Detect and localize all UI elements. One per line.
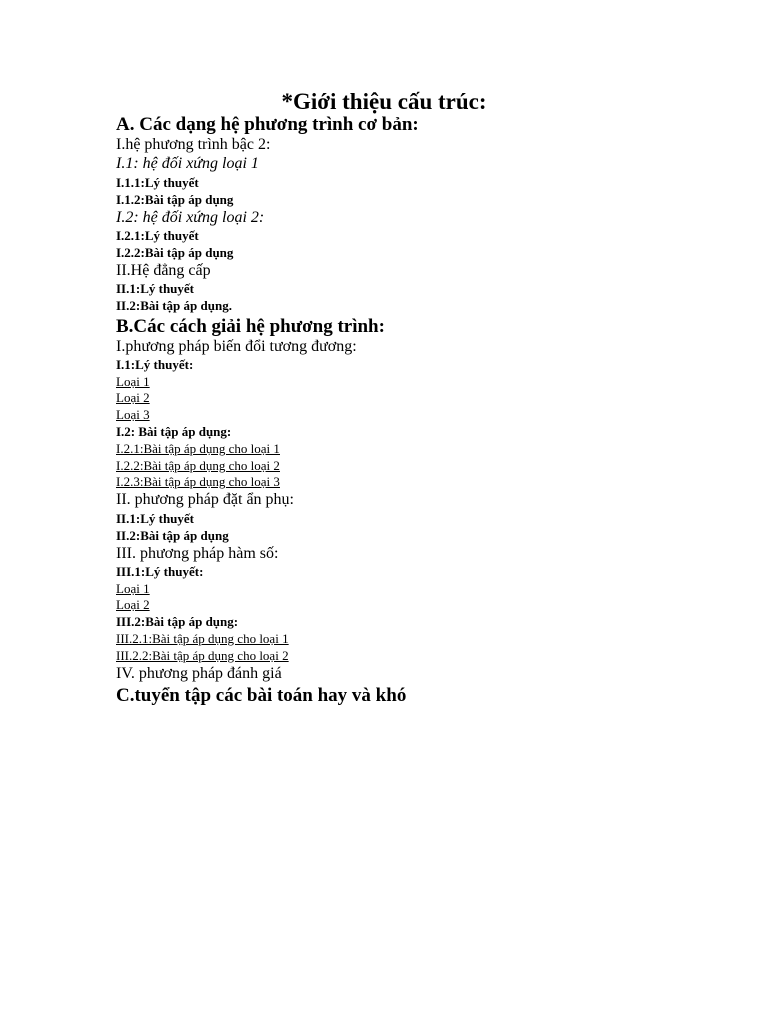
outline-heading: IV. phương pháp đánh giá xyxy=(116,665,282,682)
outline-link[interactable] xyxy=(116,459,280,472)
link-bai-tap-loai-1[interactable]: I.2.1:Bài tập áp dụng cho loại 1 xyxy=(116,441,280,456)
outline-item: III.1:Lý thuyết: xyxy=(116,564,204,579)
link-iii-loai-2[interactable]: Loại 2 xyxy=(116,597,150,612)
outline-item: I.1:Lý thuyết: xyxy=(116,357,194,372)
outline-heading: III. phương pháp hàm số: xyxy=(116,545,279,562)
outline-link[interactable] xyxy=(116,598,150,611)
page-title: *Giới thiệu cấu trúc: xyxy=(281,89,487,114)
section-heading-b: B.Các cách giải hệ phương trình: xyxy=(116,316,385,337)
link-loai-1[interactable]: Loại 1 xyxy=(116,374,150,389)
link-bai-tap-loai-2[interactable]: I.2.2:Bài tập áp dụng cho loại 2 xyxy=(116,458,280,473)
outline-subheading: I.1: hệ đối xứng loại 1 xyxy=(116,155,259,172)
outline-item: III.2:Bài tập áp dụng: xyxy=(116,614,239,629)
outline-item: I.2.1:Lý thuyết xyxy=(116,228,199,243)
link-iii-bai-tap-loai-2[interactable]: III.2.2:Bài tập áp dụng cho loại 2 xyxy=(116,648,289,663)
outline-link[interactable] xyxy=(116,375,150,388)
outline-link[interactable] xyxy=(116,649,289,662)
outline-link[interactable] xyxy=(116,442,280,455)
outline-heading: II.Hệ đẳng cấp xyxy=(116,262,211,279)
outline-item: I.2.2:Bài tập áp dụng xyxy=(116,245,234,260)
outline-link[interactable] xyxy=(116,582,150,595)
link-iii-bai-tap-loai-1[interactable]: III.2.1:Bài tập áp dụng cho loại 1 xyxy=(116,631,289,646)
outline-link[interactable] xyxy=(116,632,289,645)
outline-item: II.1:Lý thuyết xyxy=(116,281,195,296)
outline-item: II.2:Bài tập áp dụng xyxy=(116,528,229,543)
link-loai-2[interactable]: Loại 2 xyxy=(116,390,150,405)
outline-heading: II. phương pháp đặt ẩn phụ: xyxy=(116,491,294,508)
outline-link[interactable] xyxy=(116,408,150,421)
outline-item: I.2: Bài tập áp dụng: xyxy=(116,424,232,439)
outline-heading: I.phương pháp biến đổi tương đương: xyxy=(116,338,357,355)
outline-heading: I.hệ phương trình bậc 2: xyxy=(116,136,271,153)
link-iii-loai-1[interactable]: Loại 1 xyxy=(116,581,150,596)
outline-item: I.1.2:Bài tập áp dụng xyxy=(116,192,234,207)
outline-item: II.2:Bài tập áp dụng. xyxy=(116,298,232,313)
section-heading-a: A. Các dạng hệ phương trình cơ bản: xyxy=(116,114,419,135)
outline-link[interactable] xyxy=(116,391,150,404)
link-loai-3[interactable]: Loại 3 xyxy=(116,407,150,422)
link-bai-tap-loai-3[interactable]: I.2.3:Bài tập áp dụng cho loại 3 xyxy=(116,474,280,489)
outline-item: I.1.1:Lý thuyết xyxy=(116,175,199,190)
section-heading-c: C.tuyển tập các bài toán hay và khó xyxy=(116,685,407,706)
outline-item: II.1:Lý thuyết xyxy=(116,511,195,526)
outline-link[interactable] xyxy=(116,475,280,488)
outline-subheading: I.2: hệ đối xứng loại 2: xyxy=(116,209,265,226)
